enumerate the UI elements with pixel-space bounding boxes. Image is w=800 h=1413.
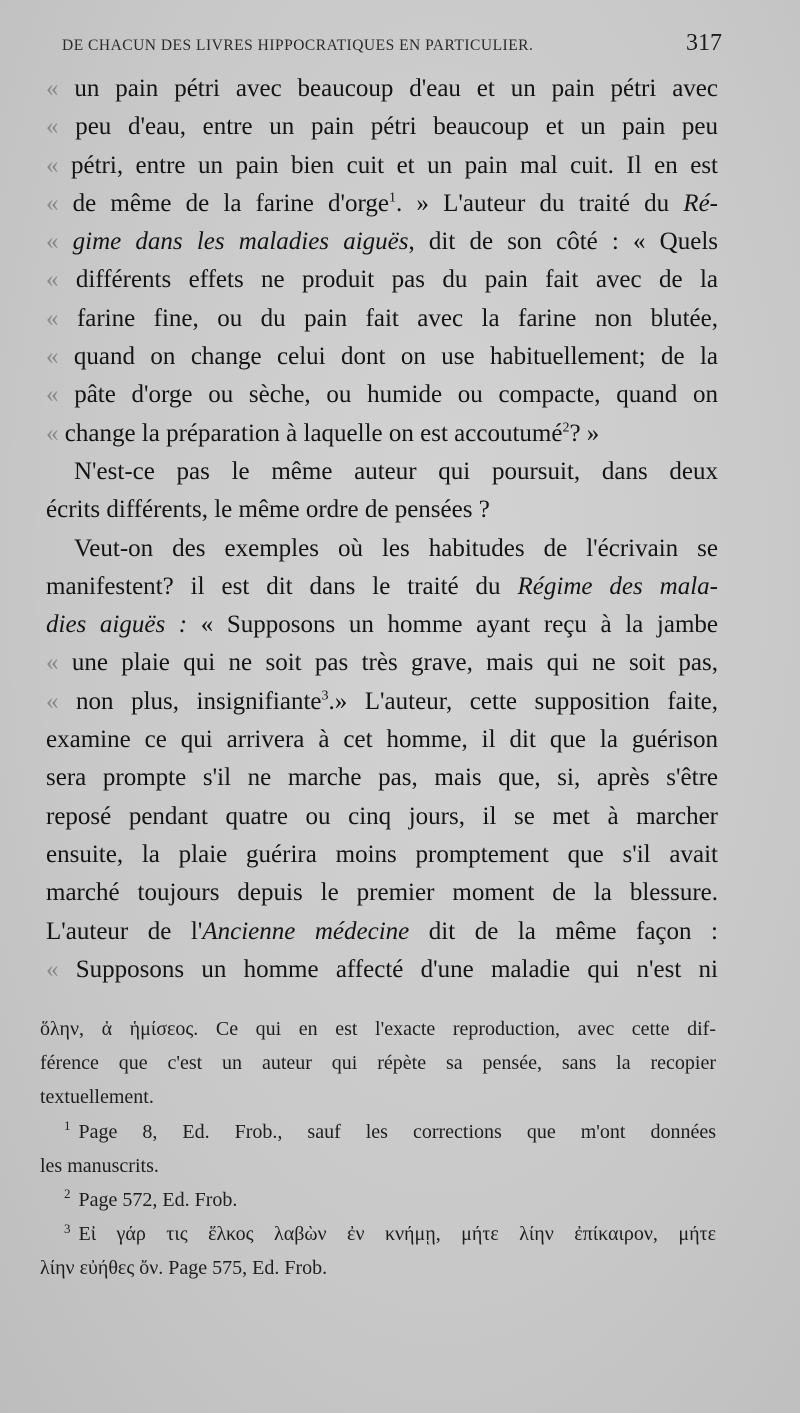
quote-mark: « bbox=[46, 151, 59, 179]
quote-mark: « bbox=[46, 649, 59, 677]
footnote-2: $^2$ Page 572, Ed. Frob. bbox=[64, 1186, 238, 1212]
text-line: « pâte d'orge ou sèche, ou humide ou compacte, quand on bbox=[46, 381, 718, 409]
page-header bbox=[62, 30, 722, 57]
quote-mark: « bbox=[46, 955, 59, 983]
footnote-ref: 2 bbox=[562, 420, 570, 436]
italic-title: Régime des mala- bbox=[517, 572, 718, 600]
text-line: « pétri, entre un pain bien cuit et un pain mal cuit. Il en est bbox=[46, 151, 719, 179]
text-line: « Supposons un homme affecté d'une maladie qui n'est ni bbox=[46, 955, 718, 983]
text-line: écrits différents, le même ordre de pensées ? bbox=[46, 496, 490, 524]
footnote-line: ὅλην, ἀ ἡμίσεος. Ce qui en est l'exacte reproduction, avec cette dif- bbox=[40, 1018, 716, 1040]
italic-title: Ancienne médecine bbox=[202, 917, 410, 945]
italic-title: dies aiguës : bbox=[46, 611, 188, 639]
text-line: dies aiguës : « Supposons un homme ayant reçu à la jambe bbox=[46, 611, 718, 639]
quote-mark: « bbox=[46, 343, 59, 371]
footnote-number: 3 bbox=[64, 1220, 71, 1236]
footnote-3: $^3$ Εἰ γάρ τις ἕλκος λαβὼν ἐν κνήμῃ, μήτε λίην ἐπίκαιρον, μήτε bbox=[64, 1220, 716, 1246]
text-line: manifestent? il est dit dans le traité du Régime des mala- bbox=[46, 572, 718, 600]
footnote-1: $^1$ Page 8, Ed. Frob., sauf les corrections que m'ont données bbox=[64, 1117, 716, 1143]
running-head: DE CHACUN DES LIVRES HIPPOCRATIQUES EN PARTICULIER. bbox=[62, 37, 534, 54]
page-number: 317 bbox=[686, 30, 722, 56]
quote-mark: « bbox=[46, 189, 59, 217]
text-line: sera prompte s'il ne marche pas, mais que, si, après s'être bbox=[46, 764, 718, 792]
footnote-number: 1 bbox=[64, 1117, 71, 1133]
footnote-number: 2 bbox=[64, 1186, 71, 1202]
text-line: « peu d'eau, entre un pain pétri beaucoup et un pain peu bbox=[46, 113, 718, 141]
text-line: examine ce qui arrivera à cet homme, il dit que la guérison bbox=[46, 726, 718, 754]
footnote-line: textuellement. bbox=[40, 1086, 154, 1109]
quote-mark: « bbox=[46, 687, 59, 715]
quote-mark: « bbox=[46, 419, 59, 447]
text-line: reposé pendant quatre ou cinq jours, il se met à marcher bbox=[46, 802, 718, 830]
text-line: « un pain pétri avec beaucoup d'eau et un pain pétri avec bbox=[46, 75, 718, 102]
italic-title: gime dans les maladies aiguës bbox=[72, 228, 409, 256]
text-line: marché toujours depuis le premier moment de la blessure. bbox=[46, 879, 718, 907]
text-line: ensuite, la plaie guérira moins promptement que s'il avait bbox=[46, 840, 718, 868]
text-line: N'est-ce pas le même auteur qui poursuit, dans deux bbox=[74, 457, 718, 485]
text-line: « non plus, insignifiante$^3$.» L'auteur, cette supposition faite, bbox=[46, 687, 718, 715]
italic-title: Ré- bbox=[683, 189, 718, 217]
main-text bbox=[46, 70, 718, 989]
text-line: « quand on change celui dont on use habituellement; de la bbox=[46, 343, 719, 371]
text-line: Veut-on des exemples où les habitudes de l'écrivain se bbox=[74, 534, 718, 562]
quote-mark: « bbox=[46, 304, 59, 332]
quote-mark: « bbox=[46, 266, 59, 294]
text-line: « change la préparation à laquelle on est accoutumé$^2$? » bbox=[46, 419, 600, 447]
text-line: « farine fine, ou du pain fait avec la farine non blutée, bbox=[46, 304, 718, 332]
quote-mark: « bbox=[46, 228, 59, 256]
text-line: « une plaie qui ne soit pas très grave, mais qui ne soit pas, bbox=[46, 649, 718, 677]
text-line: L'auteur de l'Ancienne médecine dit de la même façon : bbox=[46, 917, 718, 945]
quote-mark: « bbox=[46, 381, 59, 409]
footnote-ref: 3 bbox=[321, 688, 329, 704]
footnote-line: les manuscrits. bbox=[40, 1154, 159, 1177]
quote-mark: « bbox=[46, 75, 59, 102]
footnote-line: férence que c'est un auteur qui répète sa pensée, sans la recopier bbox=[40, 1052, 716, 1075]
quote-mark: « bbox=[46, 113, 59, 141]
footnote-line: λίην εὐήθες ὄν. Page 575, Ed. Frob. bbox=[40, 1257, 328, 1280]
footnotes bbox=[40, 1012, 716, 1286]
footnote-ref: 1 bbox=[389, 190, 397, 206]
text-line: « différents effets ne produit pas du pain fait avec de la bbox=[46, 266, 719, 294]
text-line: « gime dans les maladies aiguës, dit de son côté : « Quels bbox=[46, 228, 718, 256]
text-line: « de même de la farine d'orge$^1$. » L'auteur du traité du Ré- bbox=[46, 189, 718, 217]
